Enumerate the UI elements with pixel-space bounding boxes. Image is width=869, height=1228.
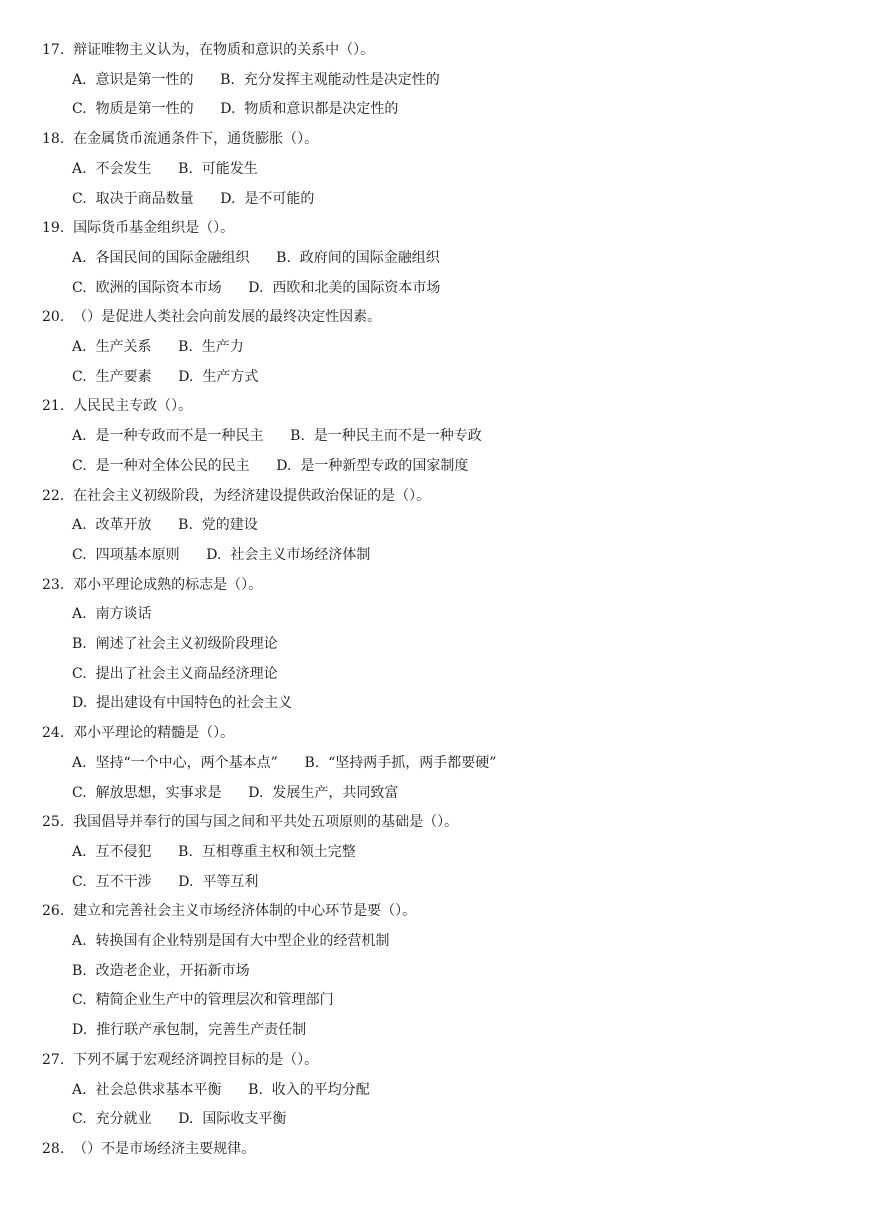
answer-options: D. 推行联产承包制，完善生产责任制: [72, 1022, 307, 1039]
answer-options: A. 转换国有企业特别是国有大中型企业的经营机制: [72, 933, 390, 949]
answer-options: A. 不会发生 B. 可能发生: [72, 160, 258, 177]
answer-options: B. 改造老企业，开拓新市场: [72, 962, 250, 979]
answer-options: A. 改革开放 B. 党的建设: [72, 517, 258, 534]
answer-options: A. 是一种专政而不是一种民主 B. 是一种民主而不是一种专政: [72, 428, 482, 445]
answer-options: C. 互不干涉 D. 平等互利: [72, 873, 259, 890]
question-stem: 26. 建立和完善社会主义市场经济体制的中心环节是要（）。: [42, 903, 417, 920]
answer-options: C. 欧洲的国际资本市场 D. 西欧和北美的国际资本市场: [72, 279, 441, 296]
answer-options: A. 意识是第一性的 B. 充分发挥主观能动性是决定性的: [72, 71, 440, 88]
answer-options: C. 生产要素 D. 生产方式: [72, 368, 259, 385]
answer-options: C. 充分就业 D. 国际收支平衡: [72, 1111, 287, 1128]
answer-options: C. 四项基本原则 D. 社会主义市场经济体制: [72, 546, 371, 563]
question-stem: 28. （）不是市场经济主要规律。: [42, 1140, 256, 1157]
answer-options: C. 取决于商品数量 D. 是不可能的: [72, 190, 315, 207]
answer-options: C. 物质是第一性的 D. 物质和意识都是决定性的: [72, 101, 399, 118]
answer-options: A. 各国民间的国际金融组织 B. 政府间的国际金融组织: [72, 249, 440, 266]
answer-options: D. 提出建设有中国特色的社会主义: [72, 695, 293, 712]
answer-options: A. 南方谈话: [72, 606, 152, 623]
answer-options: C. 精简企业生产中的管理层次和管理部门: [72, 992, 334, 1009]
question-stem: 20. （）是促进人类社会向前发展的最终决定性因素。: [42, 309, 382, 326]
answer-options: A. 互不侵犯 B. 互相尊重主权和领土完整: [72, 843, 356, 860]
question-stem: 18. 在金属货币流通条件下，通货膨胀（）。: [42, 131, 319, 148]
question-stem: 17. 辩证唯物主义认为，在物质和意识的关系中（）。: [42, 42, 375, 58]
answer-options: C. 是一种对全体公民的民主 D. 是一种新型专政的国家制度: [72, 457, 469, 474]
question-stem: 21. 人民民主专政（）。: [42, 398, 193, 415]
answer-options: A. 坚持“一个中心，两个基本点” B. “坚持两手抓，两手都要硬”: [72, 754, 497, 771]
answer-options: A. 生产关系 B. 生产力: [72, 339, 244, 355]
question-stem: 24. 邓小平理论的精髓是（）。: [42, 725, 235, 742]
answer-options: C. 提出了社会主义商品经济理论: [72, 665, 278, 682]
answer-options: B. 阐述了社会主义初级阶段理论: [72, 636, 278, 652]
answer-options: C. 解放思想，实事求是 D. 发展生产，共同致富: [72, 784, 399, 801]
question-stem: 22. 在社会主义初级阶段，为经济建设提供政治保证的是（）。: [42, 487, 431, 504]
question-stem: 23. 邓小平理论成熟的标志是（）。: [42, 576, 263, 593]
answer-options: A. 社会总供求基本平衡 B. 收入的平均分配: [72, 1081, 370, 1098]
question-stem: 19. 国际货币基金组织是（）。: [42, 220, 235, 237]
question-stem: 25. 我国倡导并奉行的国与国之间和平共处五项原则的基础是（）。: [42, 814, 459, 831]
question-stem: 27. 下列不属于宏观经济调控目标的是（）。: [42, 1051, 319, 1068]
